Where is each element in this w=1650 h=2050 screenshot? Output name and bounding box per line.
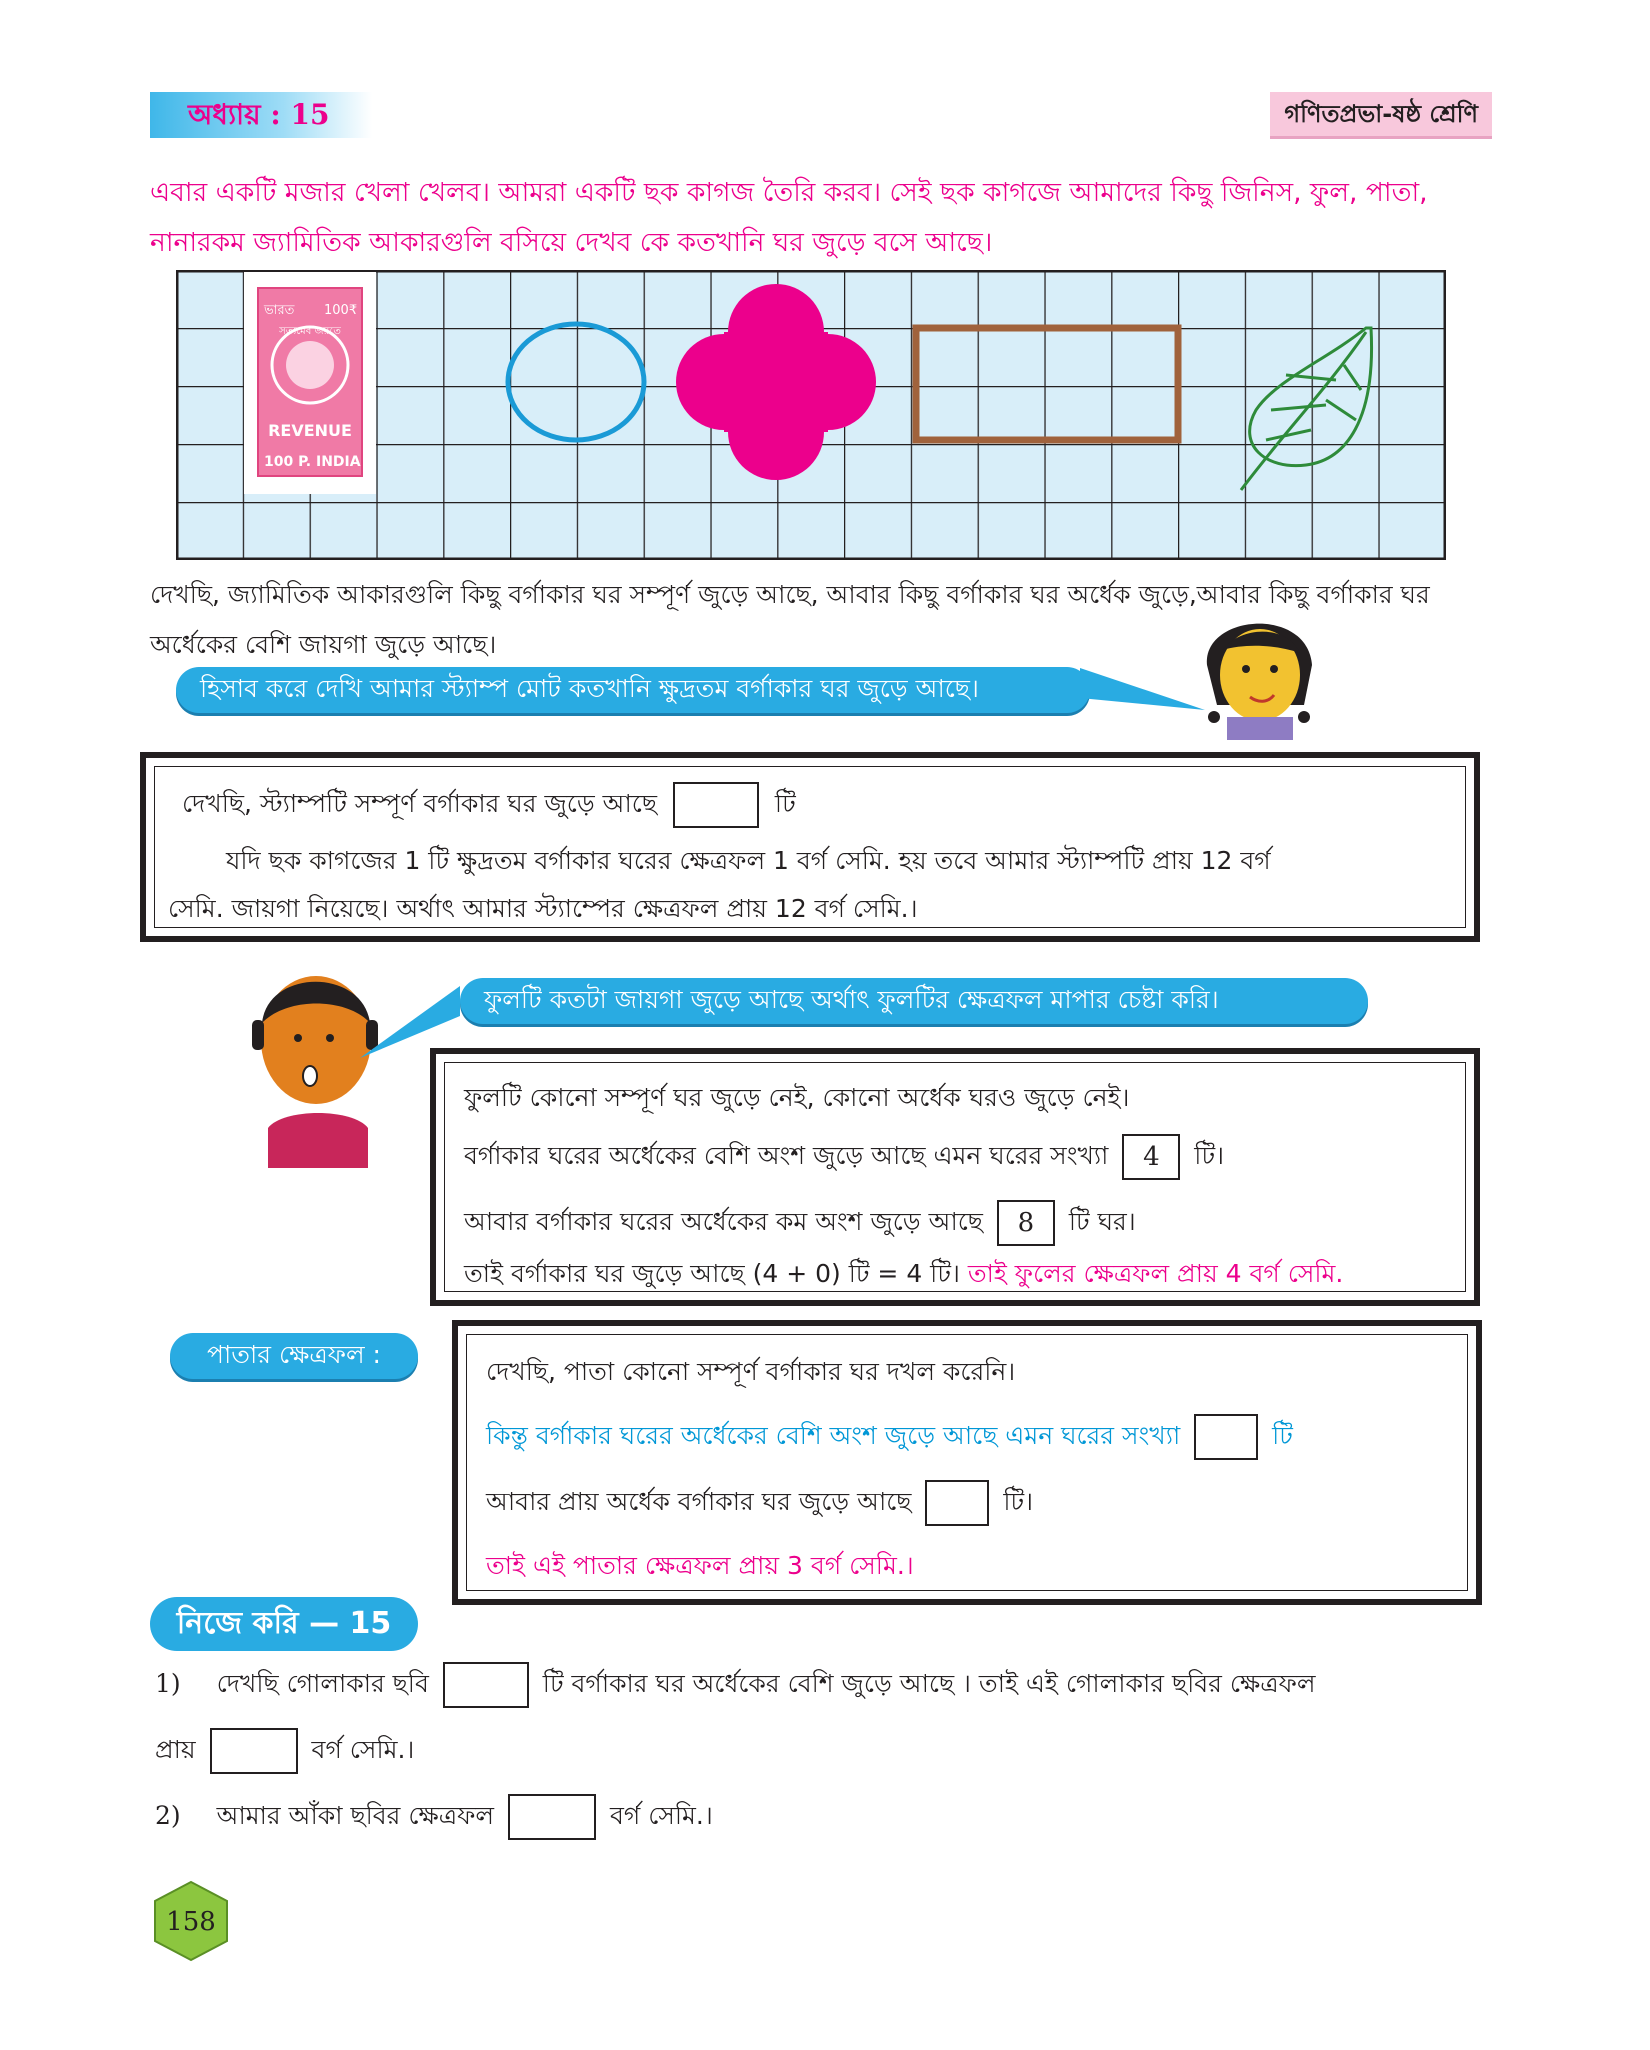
stamp-box-line3: সেমি. জায়গা নিয়েছে। অর্থাৎ আমার স্ট্যাম্পের ক্ষেত্রফল প্রায় 12 বর্গ সেমি.।	[168, 894, 918, 923]
speech-bubble-stamp	[176, 667, 1090, 713]
flower-box-line2: বর্গাকার ঘরের অর্ধেকের বেশি অংশ জুড়ে আছে এমন ঘরের সংখ্যা	[464, 1141, 1109, 1170]
page-number-badge	[150, 1880, 232, 1962]
intro-text: এবার একটি মজার খেলা খেলব। আমরা একটি ছক কাগজ তৈরি করব। সেই ছক কাগজে আমাদের কিছু জিনিস, ফুল, পাতা, নানারকম জ্যামিতিক আকারগুলি বসিয়ে দেখব কে কতখানি ঘর জুড়ে বসে আছে।	[150, 177, 1428, 258]
leaf-box-line2-unit: টি	[1272, 1421, 1293, 1450]
self-practice-title: নিজে করি — 15	[150, 1597, 418, 1651]
stamp-area-box	[140, 752, 1480, 942]
book-title: গণিতপ্রভা-ষষ্ঠ শ্রেণি	[1270, 92, 1492, 139]
speech-bubble-flower-text: ফুলটি কতটা জায়গা জুড়ে আছে অর্থাৎ ফুলটির ক্ষেত্রফল মাপার চেষ্টা করি।	[484, 985, 1219, 1014]
flower-box-line4: তাই বর্গাকার ঘর জুড়ে আছে (4 + 0) টি = 4 টি।	[464, 1259, 960, 1288]
graph-paper	[176, 270, 1446, 560]
question-1-number: 1)	[155, 1669, 181, 1698]
stamp-box-unit: টি	[774, 789, 796, 818]
stamp-country-en: INDIA	[316, 454, 361, 470]
leaf-box-line3: আবার প্রায় অর্ধেক বর্গাকার ঘর জুড়ে আছে	[486, 1487, 912, 1516]
question-1-text-b: টি বর্গাকার ঘর অর্ধেকের বেশি জুড়ে আছে । তাই এই গোলাকার ছবির ক্ষেত্রফল	[542, 1669, 1316, 1698]
graph-paper-svg	[176, 270, 1446, 560]
leaf-box-line3-unit: টি।	[1003, 1487, 1034, 1516]
question-1-area-box[interactable]	[210, 1728, 298, 1774]
chapter-tag: অধ্যায় : 15	[150, 92, 372, 138]
stamp-label: REVENUE	[268, 421, 352, 440]
question-2-text-b: বর্গ সেমি.।	[609, 1801, 713, 1830]
leaf-box-line2: কিন্তু বর্গাকার ঘরের অর্ধেকের বেশি অংশ জুড়ে আছে এমন ঘরের সংখ্যা	[486, 1421, 1181, 1450]
flower-box-line3: আবার বর্গাকার ঘরের অর্ধেকের কম অংশ জুড়ে আছে	[464, 1207, 983, 1236]
question-1-count-box[interactable]	[443, 1662, 529, 1708]
question-2-area-box[interactable]	[508, 1794, 596, 1840]
stamp-emblem-core	[286, 341, 334, 389]
question-1-text-c: প্রায়	[155, 1735, 196, 1764]
question-1-text-a: দেখছি গোলাকার ছবি	[216, 1669, 429, 1698]
hexagon-icon	[150, 1880, 232, 1962]
flower-box-line1: ফুলটি কোনো সম্পূর্ণ ঘর জুড়ে নেই, কোনো অর্ধেক ঘরও জুড়ে নেই।	[464, 1083, 1130, 1112]
stamp-box-line1: দেখছি, স্ট্যাম্পটি সম্পূর্ণ বর্গাকার ঘর জুড়ে আছে	[182, 789, 658, 818]
stamp-motto: সত্যমেব জয়তে	[279, 326, 341, 337]
stamp-denomination: 100₹	[324, 303, 358, 318]
speech-bubble-stamp-text: হিসাব করে দেখি আমার স্ট্যাম্প মোট কতখানি ক্ষুদ্রতম বর্গাকার ঘর জুড়ে আছে।	[200, 674, 979, 703]
question-2-text-a: আমার আঁকা ছবির ক্ষেত্রফল	[216, 1801, 495, 1830]
flower-less-half-box[interactable]: 8	[997, 1200, 1055, 1246]
leaf-area-label	[170, 1333, 418, 1379]
observation-paragraph: দেখছি, জ্যামিতিক আকারগুলি কিছু বর্গাকার ঘর সম্পূর্ণ জুড়ে আছে, আবার কিছু বর্গাকার ঘর অর্ধেক জুড়ে,আবার কিছু বর্গাকার ঘর অর্ধেকের বেশি জায়গা জুড়ে আছে।	[150, 580, 1430, 659]
leaf-half-box[interactable]	[925, 1480, 989, 1526]
stamp-box-line2: যদি ছক কাগজের 1 টি ক্ষুদ্রতম বর্গাকার ঘরের ক্ষেত্রফল 1 বর্গ সেমি. হয় তবে আমার স্ট্যাম্পটি প্রায় 12 বর্গ	[226, 846, 1271, 875]
speech-bubble-flower	[460, 978, 1368, 1024]
leaf-more-half-box[interactable]	[1194, 1414, 1258, 1460]
flower-box-line3-unit: টি ঘর।	[1068, 1207, 1136, 1236]
question-1-text-d: বর্গ সেমি.।	[311, 1735, 415, 1764]
question-2-number: 2)	[155, 1801, 181, 1830]
stamp-country: ভারত	[264, 303, 295, 318]
leaf-box-line1: দেখছি, পাতা কোনো সম্পূর্ণ বর্গাকার ঘর দখল করেনি।	[486, 1357, 1016, 1386]
flower-box-line2-unit: টি।	[1194, 1141, 1225, 1170]
revenue-stamp	[244, 272, 376, 494]
page-number: 158	[166, 1907, 216, 1937]
stamp-value: 100 P.	[264, 454, 312, 470]
girl-avatar-icon	[1192, 605, 1327, 740]
flower-area-result: তাই ফুলের ক্ষেত্রফল প্রায় 4 বর্গ সেমি.	[967, 1259, 1344, 1288]
leaf-area-box	[452, 1320, 1482, 1605]
flower-more-half-box[interactable]: 4	[1122, 1134, 1180, 1180]
stamp-answer-box[interactable]	[673, 782, 759, 828]
leaf-area-label-text: পাতার ক্ষেত্রফল :	[207, 1340, 381, 1369]
flower-area-box	[430, 1048, 1480, 1306]
leaf-area-result: তাই এই পাতার ক্ষেত্রফল প্রায় 3 বর্গ সেমি.।	[486, 1551, 914, 1580]
